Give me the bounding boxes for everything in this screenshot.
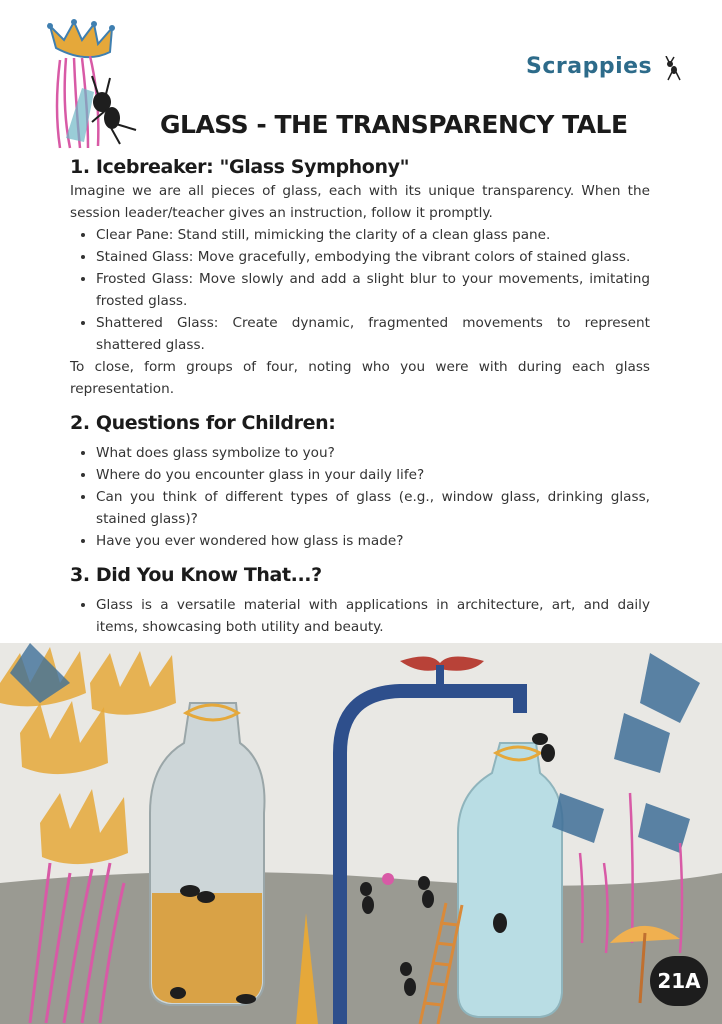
page-title: GLASS - THE TRANSPARENCY TALE [160, 110, 628, 139]
section3-list [70, 594, 650, 638]
ant-logo-icon [662, 56, 684, 82]
list-item: • Clear Pane: Stand still, mimicking the clarity of a clean glass pane. [96, 224, 650, 246]
list-item: • Frosted Glass: Move slowly and add a slight blur to your movements, imitating frosted glass. [96, 268, 650, 312]
glass-bottles-illustration [0, 643, 722, 1024]
logo-text: Scrappies [526, 54, 653, 79]
section2-list [70, 442, 650, 552]
section2-heading: 2. Questions for Children: [70, 412, 336, 434]
list-item: • Have you ever wondered how glass is made? [96, 530, 650, 552]
list-item: • What does glass symbolize to you? [96, 442, 650, 464]
section3-heading: 3. Did You Know That...? [70, 564, 322, 586]
list-item: • Shattered Glass: Create dynamic, fragmented movements to represent shattered glass. [96, 312, 650, 356]
content-area [70, 154, 650, 638]
section1-intro: Imagine we are all pieces of glass, each with its unique transparency. When the session leader/teacher gives an instruction, follow it promptly. [70, 183, 650, 221]
page-number-badge: 21A [650, 956, 708, 1006]
section1-list [70, 224, 650, 356]
list-item: • Glass is a versatile material with applications in architecture, art, and daily items, showcasing both utility and beauty. [96, 594, 650, 638]
crown-flower-ant-decoration [36, 18, 156, 153]
section1-closing: To close, form groups of four, noting who you were with during each glass representation. [70, 359, 650, 397]
list-item: • Can you think of different types of glass (e.g., window glass, drinking glass, stained glass)? [96, 486, 650, 530]
list-item: • Where do you encounter glass in your daily life? [96, 464, 650, 486]
list-item: • Stained Glass: Move gracefully, embodying the vibrant colors of stained glass. [96, 246, 650, 268]
section1-heading: 1. Icebreaker: "Glass Symphony" [70, 156, 410, 178]
scrappies-logo [526, 54, 682, 84]
